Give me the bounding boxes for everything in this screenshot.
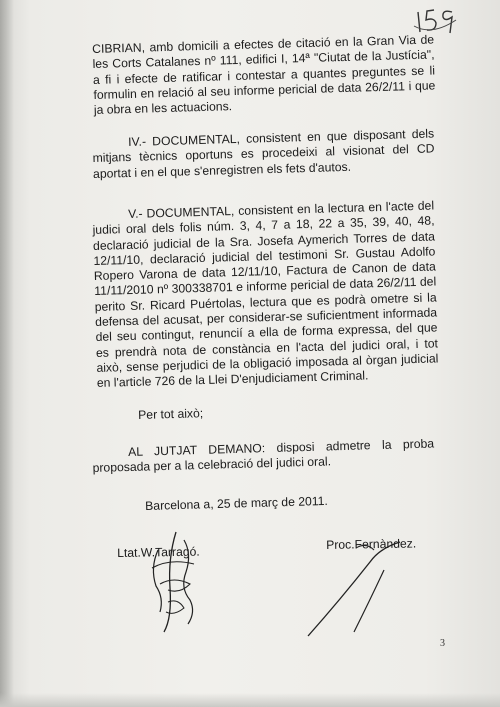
page-number: 3	[440, 638, 445, 649]
signature-label-procurator: Proc.Fernàndez.	[326, 536, 417, 552]
paragraph-documental-v-text: V.- DOCUMENTAL, consistent en la lectura en l'acte del judici oral dels folis núm. 3, 4, 7 a 18, 22 a 35, 39, 40, 48, declaració judicial de la Sra. Josefa Aymerich Torres de data 12/11/10, declaració judicial del testimoni Sr. Gustau Adolfo Ropero Varona de data 12/11/10, Factura de Canon de data 11/11/2010 nº 300338701 e informe pericial de data 26/2/11 del perito Sr. Ricard Puértolas, lectura que es podrà ometre si la defensa del acusat, per considerar-se suficientment informada del seu contingut, renuncií a ella de forma expressa, del que es prendrà nota de constància en l'acta del judici oral, i tot això, sense perjudici de la obligació imposada al òrgan judicial en l'article 726 de la Llei D'enjudiciament Criminal.	[92, 198, 439, 391]
paragraph-al-jutjat-demano	[92, 436, 435, 476]
paragraph-witness-citation: CIBRIAN, amb domicili a efectes de citació en la Gran Via de les Corts Catalanes nº 111, edifici I, 14ª "Ciutat de la Justícia", a fi i efecte de ratificar i contestar a quantes preguntes se li formulin en relació al seu informe pericial de data 26/2/11 i que ja obra en les actuacions.	[92, 32, 436, 118]
page-shadow	[0, 0, 14, 707]
paragraph-al-jutjat-demano-text: AL JUTJAT DEMANO: disposi admetre la proba proposada per a la celebració del judici oral.	[92, 436, 435, 476]
paragraph-documental-iv	[92, 126, 435, 181]
paragraph-documental-v	[92, 198, 439, 391]
date-line: Barcelona a, 25 de març de 2011.	[145, 493, 329, 513]
lawyer-signature	[140, 528, 210, 638]
page-bottom-edge	[0, 693, 500, 707]
paragraph-documental-iv-text: IV.- DOCUMENTAL, consistent en que disposant dels mitjans tècnics oportuns es procedeixi al visionat del CD aportat i en el que s'enregistren els fets d'autos.	[92, 126, 435, 181]
procurator-signature	[300, 540, 410, 640]
paragraph-per-tot-aixo: Per tot això;	[138, 406, 204, 422]
signature-label-lawyer: Ltat.W.Tarragó.	[117, 544, 200, 560]
